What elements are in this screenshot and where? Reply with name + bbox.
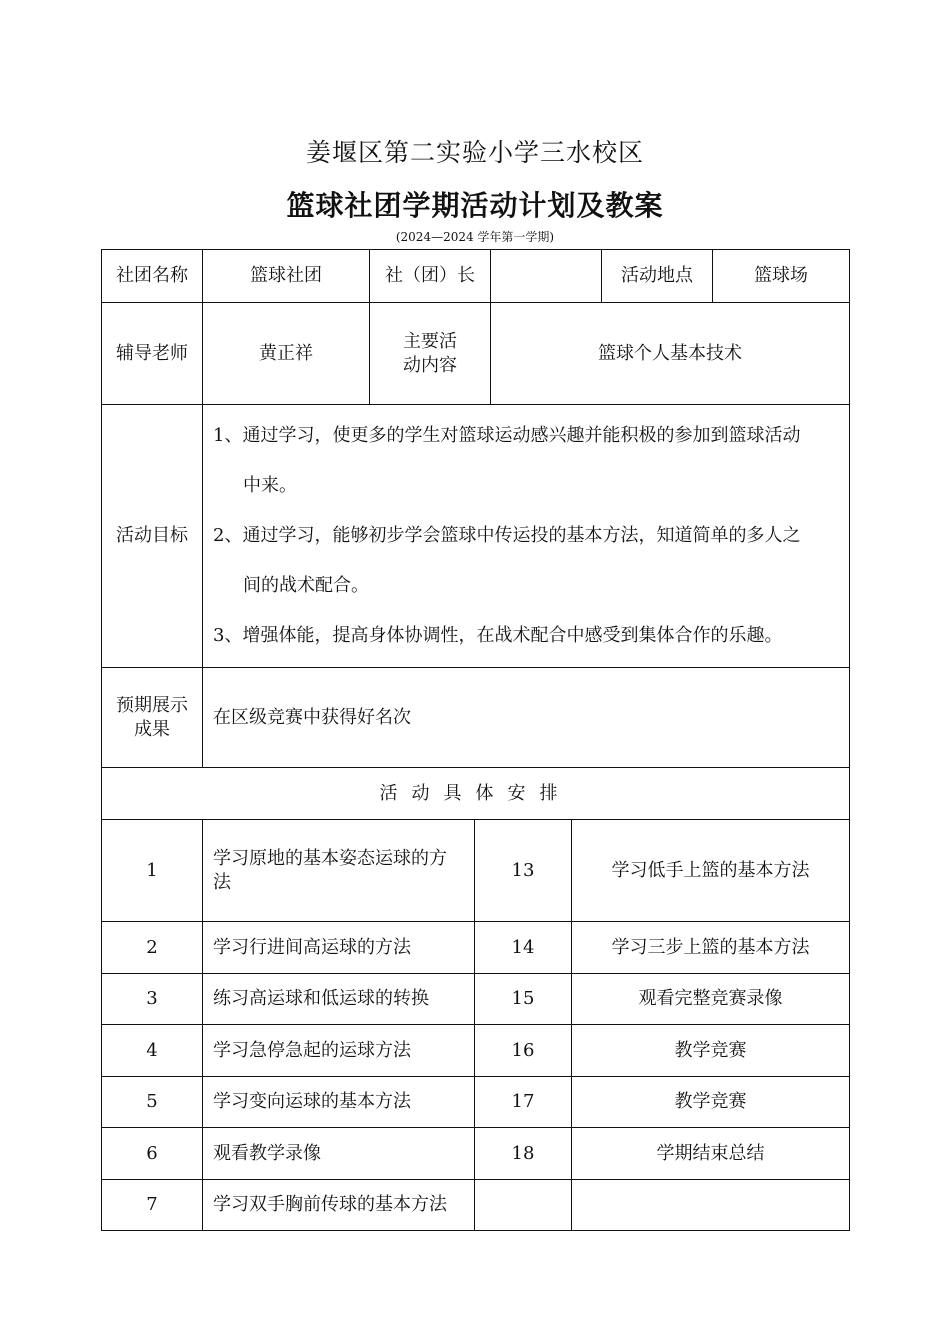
- club-name-value: 篮球社团: [203, 250, 370, 303]
- schedule-row: [102, 1077, 850, 1128]
- schedule-activity: 学习双手胸前传球的基本方法: [203, 1180, 475, 1231]
- content-label: [370, 303, 491, 405]
- schedule-activity: 教学竞赛: [572, 1077, 850, 1128]
- info-row-2: [102, 303, 850, 405]
- schedule-row: [102, 922, 850, 974]
- goal-2-line-1: 2、通过学习，能够初步学会篮球中传运投的基本方法，知道简单的多人之: [213, 525, 801, 546]
- goal-3-line-1: 3、增强体能，提高身体协调性，在战术配合中感受到集体合作的乐趣。: [213, 625, 783, 646]
- schedule-number: [475, 1180, 572, 1231]
- schedule-number: 14: [475, 922, 572, 974]
- schedule-activity-line-1: 学习原地的基本姿态运球的方: [213, 848, 447, 870]
- content-value: 篮球个人基本技术: [491, 303, 850, 405]
- schedule-activity: [203, 820, 475, 922]
- schedule-activity: [572, 1180, 850, 1231]
- schedule-number: 1: [102, 820, 203, 922]
- term-subtitle: (2024—2024 学年第一学期): [395, 230, 555, 244]
- goal-1-line-1: 1、通过学习，使更多的学生对篮球运动感兴趣并能积极的参加到篮球活动: [213, 425, 801, 446]
- schedule-number: 18: [475, 1128, 572, 1180]
- schedule-number: 2: [102, 922, 203, 974]
- teacher-value: 黄正祥: [203, 303, 370, 405]
- goals-label: 活动目标: [102, 405, 203, 668]
- content-label-line-1: 主要活: [403, 331, 457, 353]
- goal-item-1: [213, 411, 839, 511]
- schedule-activity: 教学竞赛: [572, 1025, 850, 1077]
- schedule-row: [102, 1128, 850, 1180]
- results-row: [102, 668, 850, 768]
- schedule-row: [102, 820, 850, 922]
- schedule-title: 活动具体安排: [102, 768, 850, 820]
- goals-content: [203, 405, 850, 668]
- schedule-activity: 学习低手上篮的基本方法: [572, 820, 850, 922]
- schedule-row: [102, 1025, 850, 1077]
- location-value: 篮球场: [754, 265, 808, 287]
- schedule-activity: 学期结束总结: [572, 1128, 850, 1180]
- schedule-activity: 学习三步上篮的基本方法: [572, 922, 850, 974]
- results-label-line-1: 预期展示: [116, 695, 188, 717]
- goal-item-3: [213, 611, 839, 661]
- location-label: 活动地点: [602, 250, 713, 302]
- schedule-number: 17: [475, 1077, 572, 1128]
- teacher-label: 辅导老师: [102, 303, 203, 405]
- leader-label: 社（团）长: [370, 250, 491, 303]
- schedule-activity-line-2: 法: [213, 871, 231, 893]
- schedule-number: 7: [102, 1180, 203, 1231]
- schedule-activity: 学习急停急起的运球方法: [203, 1025, 475, 1077]
- plan-table: [101, 249, 850, 1231]
- results-label: [102, 668, 203, 768]
- info-row-1: [102, 250, 850, 303]
- content-label-line-2: 动内容: [403, 354, 457, 376]
- location-cell: [602, 250, 850, 303]
- document-title: 篮球社团学期活动计划及教案: [286, 189, 664, 222]
- schedule-number: 5: [102, 1077, 203, 1128]
- schedule-activity: 学习变向运球的基本方法: [203, 1077, 475, 1128]
- schedule-number: 4: [102, 1025, 203, 1077]
- schedule-row: [102, 974, 850, 1025]
- goal-2-line-2: 间的战术配合。: [243, 575, 369, 596]
- results-text: 在区级竞赛中获得好名次: [203, 668, 850, 768]
- leader-value: [491, 250, 602, 303]
- schedule-activity: 学习行进间高运球的方法: [203, 922, 475, 974]
- schedule-number: 3: [102, 974, 203, 1025]
- schedule-number: 6: [102, 1128, 203, 1180]
- schedule-number: 15: [475, 974, 572, 1025]
- school-name: 姜堰区第二实验小学三水校区: [305, 138, 644, 167]
- goal-item-2: [213, 511, 839, 611]
- schedule-activity: 观看教学录像: [203, 1128, 475, 1180]
- club-name-label: 社团名称: [102, 250, 203, 303]
- schedule-number: 13: [475, 820, 572, 922]
- results-label-line-2: 成果: [134, 718, 170, 740]
- goals-row: [102, 405, 850, 668]
- schedule-title-row: [102, 768, 850, 820]
- schedule-activity: 练习高运球和低运球的转换: [203, 974, 475, 1025]
- schedule-row: [102, 1180, 850, 1231]
- schedule-number: 16: [475, 1025, 572, 1077]
- goal-1-line-2: 中来。: [243, 475, 297, 496]
- schedule-activity: 观看完整竞赛录像: [572, 974, 850, 1025]
